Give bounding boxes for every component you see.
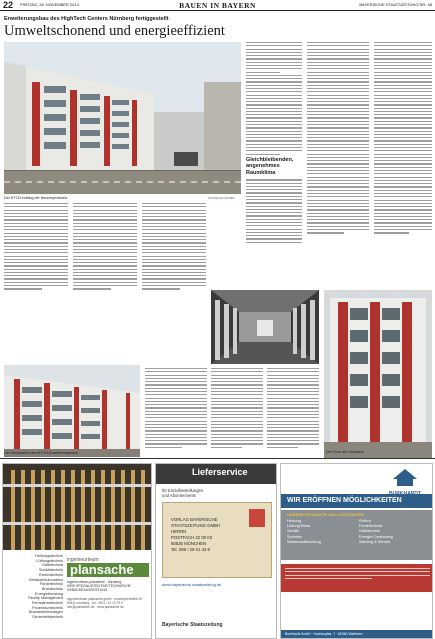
burkhardt-services-title: UNSERE PRODUKTE UND LEISTUNGEN: [287, 512, 364, 517]
subheading: Gleichbleibenden, angenehmes Raumklima: [246, 156, 294, 176]
house-logo-icon: [392, 468, 418, 486]
photo-building-rear: [4, 365, 140, 457]
advertisement-area: [0, 458, 435, 639]
stamp-icon: [249, 509, 265, 527]
burkhardt-red-text-lines: [285, 568, 430, 581]
ad-plansache[interactable]: [2, 463, 152, 639]
burkhardt-services-right: Elektro Fördertechnik Kältetechnik Energie-Contracting Wartung & Service: [359, 519, 393, 544]
section-title: BAUEN IN BAYERN: [179, 1, 256, 10]
lieferservice-footer: Bayerische Staatszeitung: [162, 622, 223, 628]
photo-facade-front: [324, 290, 432, 458]
facade-illustration: [324, 290, 432, 458]
lieferservice-title: Lieferservice: [192, 467, 248, 477]
caption-rear: Die Rückansicht des HTCN-Erweiterungsbaus.: [4, 451, 79, 455]
caption-front: Der Front des Neubaus.: [326, 450, 365, 454]
text-column-right-3: [374, 42, 432, 236]
article-headline: Umweltschonend und energieeffizient: [4, 23, 225, 39]
envelope-address: VORLAG BAYERISCHE STAATSZEITUNG GMBH HERRN POSTFACH 22 00 03 80535 MÜNCHEN Tel. 089 / 29 01 42-0: [171, 517, 221, 552]
text-column-6: [267, 368, 319, 450]
issue-date: FREITAG, 28. NOVEMBER 2014: [20, 2, 79, 7]
pipes-illustration: [3, 464, 152, 550]
caption-building-street: Der HTCN entlang der Neumeyerstraße.: [4, 196, 69, 200]
text-column-2: [73, 203, 137, 292]
photo-credit: FOTOS HOCHTIEF: [208, 196, 235, 200]
text-column-right-2: [307, 42, 369, 236]
text-column-1: [4, 203, 68, 292]
lieferservice-line2: und Abonnements: [162, 493, 196, 498]
burkhardt-banner: WIR ERÖFFNEN MÖGLICHKEITEN: [287, 497, 402, 504]
page-header: [0, 0, 435, 11]
burkhardt-services-left: Heizung Lüftung/Klima Sanitär Sprinkler Wasseraufbereitung: [287, 519, 321, 544]
page-number: 22: [3, 0, 14, 10]
mail-envelope: [162, 502, 272, 578]
text-column-3: [142, 203, 206, 292]
building-street-illustration: [4, 42, 241, 194]
interior-illustration: [211, 290, 319, 364]
service-list: Heizungstechnik Lüftungstechnik Kältetechnik Sanitärtechnik Elektrotechnik Gebäudeautomation Fördertechnik Brandschutz Energieberatung Facility Management Fernwärmetechnik Feuerlöschtechnik Brandmeldeanlagen Sicherheitstechnik: [27, 554, 63, 620]
lieferservice-line1: Ihr Einzelbestellungen: [162, 488, 204, 493]
article-kicker: Erweiterungsbau des HighTech Centers Nürnberg fertiggestellt: [4, 16, 169, 22]
photo-building-street: [4, 42, 241, 194]
lieferservice-url[interactable]: www.bayerische-staatszeitung.de: [162, 582, 222, 587]
ad-lieferservice[interactable]: [155, 463, 277, 639]
ad-burkhardt[interactable]: [280, 463, 433, 639]
photo-interior: [211, 290, 319, 364]
building-rear-illustration: [4, 365, 140, 457]
text-column-right-1: [246, 42, 302, 245]
text-column-5: [211, 368, 263, 450]
plansache-logo: ingenieurteam plansache ingenieurteam plansache ∙ nürnberg ∙ IHRE SPEZIALISTEN FÜR TECHNISCHE GEBÄUDEAUSRÜSTUNG ingenieurteam plansache gmbh · neumeyerstraße 40 · 90411 nürnberg · tel.: 0911 / 13 13 79-0 · info@plansache.de · www.plansache.de: [67, 557, 149, 609]
burkhardt-tagline: Burkhardt GmbH · Hochkopfstr. 7 · 82362 Weilheim: [285, 632, 363, 636]
burkhardt-logo: [384, 468, 426, 497]
text-column-4: [145, 368, 207, 450]
newspaper-issue: BAYERISCHE STAATSZEITUNG NR. 48: [359, 2, 432, 7]
